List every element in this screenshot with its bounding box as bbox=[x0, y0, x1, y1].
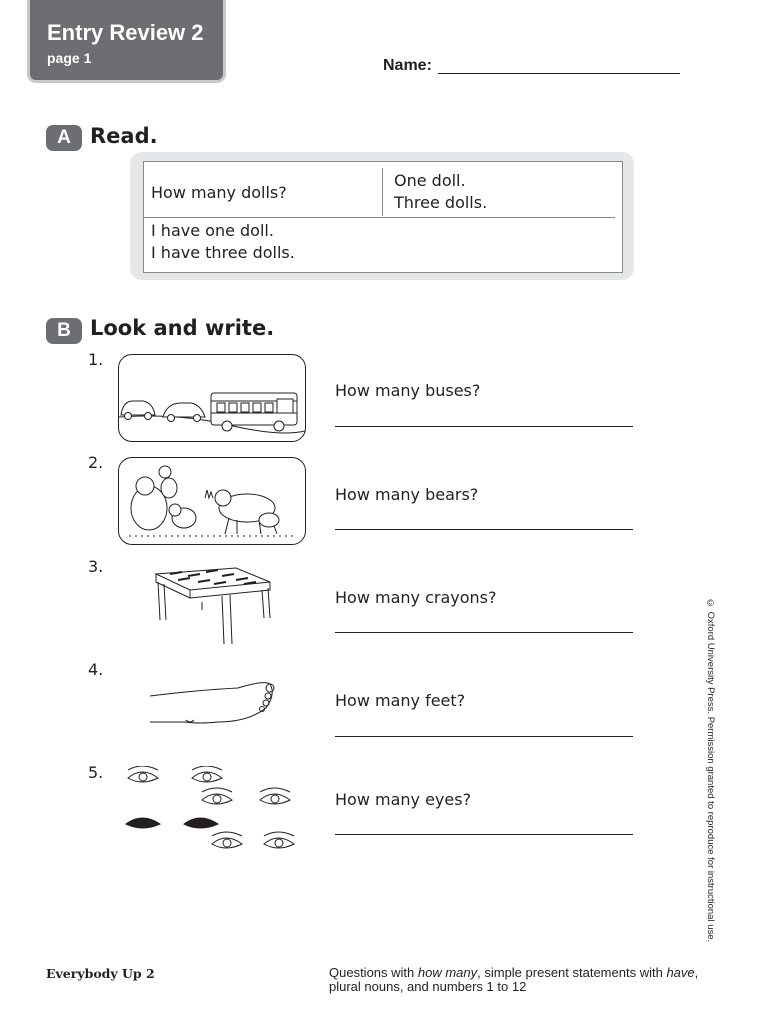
foot-picture bbox=[118, 664, 304, 750]
section-b-badge: B bbox=[46, 318, 82, 344]
item-question: How many feet? bbox=[335, 691, 466, 710]
item-number: 2. bbox=[88, 453, 104, 472]
page-title: Entry Review 2 bbox=[47, 20, 204, 45]
item-number: 3. bbox=[88, 557, 104, 576]
bears-picture bbox=[118, 457, 306, 545]
answer-line[interactable] bbox=[335, 426, 633, 427]
item-number: 5. bbox=[88, 763, 104, 782]
item-question: How many eyes? bbox=[335, 790, 472, 809]
footer-description: Questions with how many, simple present statements with have, plural nouns, and numbers 1 to 12 bbox=[329, 965, 699, 994]
item-number: 4. bbox=[88, 660, 104, 679]
copyright-note: © Oxford University Press. Permission granted to reproduce for instructional use. bbox=[705, 598, 716, 943]
section-b-title: Look and write. bbox=[90, 316, 275, 340]
read-table bbox=[143, 161, 623, 273]
item-question: How many crayons? bbox=[335, 588, 497, 607]
name-label: Name: bbox=[383, 57, 432, 74]
answer-line[interactable] bbox=[335, 834, 633, 835]
header-tab bbox=[30, 0, 223, 80]
table-divider bbox=[382, 168, 383, 216]
footer-brand: Everybody Up 2 bbox=[46, 966, 155, 981]
read-answer: One doll. bbox=[394, 171, 466, 190]
read-question: How many dolls? bbox=[151, 183, 287, 202]
answer-line[interactable] bbox=[335, 736, 633, 737]
section-a-badge: A bbox=[46, 125, 82, 151]
read-statement: I have three dolls. bbox=[151, 243, 295, 262]
answer-line[interactable] bbox=[335, 632, 633, 633]
item-question: How many buses? bbox=[335, 381, 481, 400]
crayons-on-table-picture bbox=[118, 560, 304, 646]
answer-line[interactable] bbox=[335, 529, 633, 530]
read-statement: I have one doll. bbox=[151, 221, 274, 240]
bus-and-cars-picture bbox=[118, 354, 306, 442]
section-a-title: Read. bbox=[90, 124, 158, 148]
item-question: How many bears? bbox=[335, 485, 479, 504]
name-field[interactable] bbox=[438, 73, 680, 74]
item-number: 1. bbox=[88, 350, 104, 369]
eyes-picture bbox=[118, 766, 304, 852]
table-divider bbox=[144, 217, 615, 218]
read-answer: Three dolls. bbox=[394, 193, 488, 212]
page-subtitle: page 1 bbox=[47, 50, 92, 66]
